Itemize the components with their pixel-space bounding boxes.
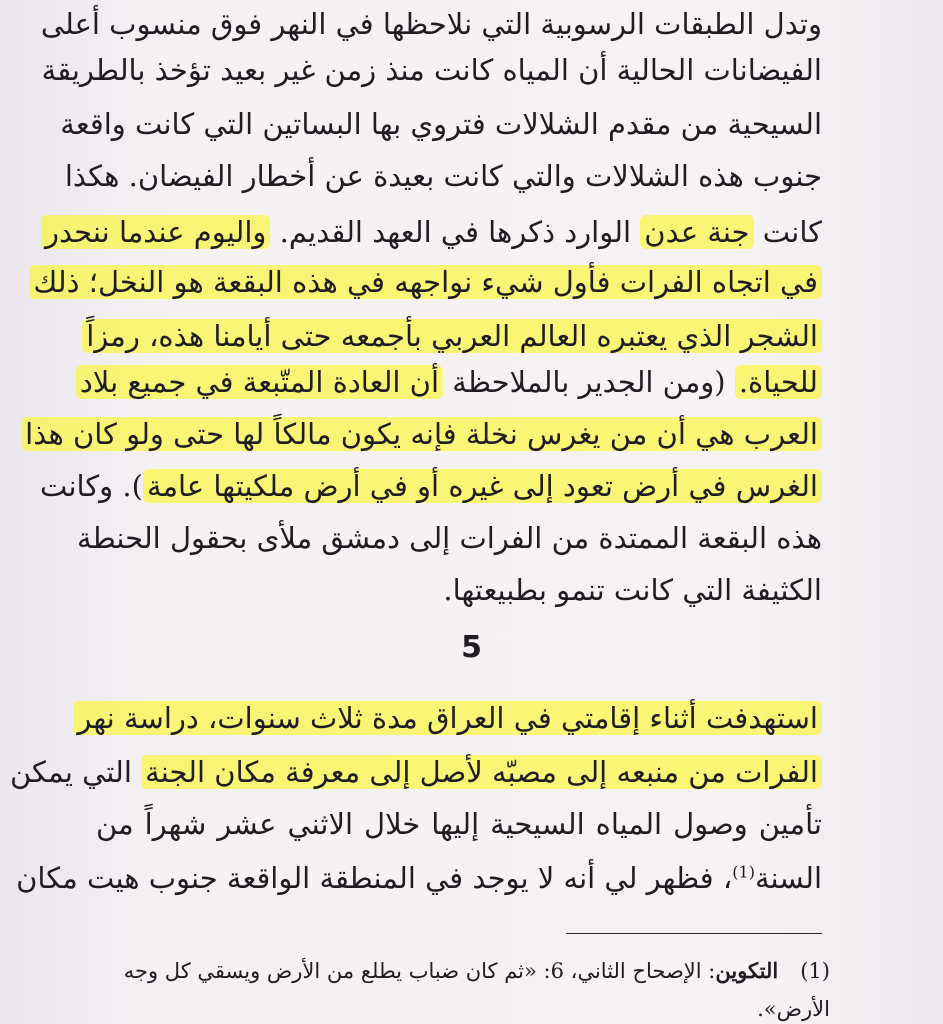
footnote-divider	[566, 933, 822, 934]
footnote-text: : الإصحاح الثاني، 6: «ثم كان ضباب يطلع من الأرض ويسقي كل وجه	[123, 959, 716, 983]
footnote-reference[interactable]: (1)	[732, 862, 755, 882]
highlighted-phrase: في اتجاه الفرات فأول شيء نواجهه في هذه البقعة هو النخل؛ ذلك	[29, 265, 822, 299]
section-number: 5	[461, 630, 482, 665]
highlighted-phrase: الشجر الذي يعتبره العالم العربي بأجمعه حتى أيامنا هذه، رمزاً	[82, 319, 822, 353]
text-line-3: السيحية من مقدم الشلالات فتروي بها البساتين التي كانت واقعة	[60, 107, 822, 141]
text-segment: كانت	[753, 215, 822, 249]
highlighted-phrase: الفرات من منبعه إلى مصبّه لأصل إلى معرفة مكان الجنة	[141, 755, 822, 789]
highlighted-phrase: أن العادة المتّبعة في جميع بلاد	[76, 365, 443, 399]
text-line-15: تأمين وصول المياه السيحية إليها خلال الاثني عشر شهراً من	[96, 807, 822, 841]
footnote-line-2: الأرض».	[757, 997, 830, 1021]
text-line-7	[86, 316, 822, 356]
highlighted-phrase: العرب هي أن من يغرس نخلة فإنه يكون مالكاً لها حتى ولو كان هذا	[21, 417, 822, 451]
highlighted-phrase: للحياة.	[735, 365, 822, 399]
text-line-2: الفيضانات الحالية أن المياه كانت منذ زمن غير بعيد تؤخذ بالطريقة	[41, 53, 822, 87]
footnote-term: التكوين	[715, 958, 779, 983]
footnote-line-1	[70, 956, 830, 986]
text-line-12: الكثيفة التي كانت تنمو بطبيعتها.	[443, 573, 822, 607]
text-segment: الوارد ذكرها في العهد القديم.	[270, 215, 641, 249]
text-line-13	[77, 698, 822, 738]
text-segment: السنة	[754, 861, 822, 895]
text-line-5	[44, 212, 822, 252]
text-segment: التي يمكن	[9, 755, 142, 789]
text-line-9	[25, 414, 822, 454]
highlighted-phrase: استهدفت أثناء إقامتي في العراق مدة ثلاث سنوات، دراسة نهر	[73, 701, 822, 735]
highlighted-phrase: واليوم عندما ننحدر	[41, 215, 270, 249]
highlighted-phrase: جنة عدن	[640, 215, 753, 249]
text-line-10	[39, 466, 822, 506]
text-line-1: وتدل الطبقات الرسوبية التي نلاحظها في النهر فوق منسوب أعلى	[40, 7, 822, 41]
text-line-14	[9, 752, 822, 792]
text-line-11: هذه البقعة الممتدة من الفرات إلى دمشق ملأى بحقول الحنطة	[77, 521, 822, 555]
highlighted-phrase: الغرس في أرض تعود إلى غيره أو في أرض ملكيتها عامة	[143, 469, 822, 503]
text-segment: (ومن الجدير بالملاحظة	[443, 365, 735, 399]
footnote-number: (1)	[800, 959, 830, 983]
text-line-6	[33, 262, 822, 302]
text-line-16	[16, 858, 822, 898]
text-line-4: جنوب هذه الشلالات والتي كانت بعيدة عن أخطار الفيضان. هكذا	[64, 159, 822, 193]
text-segment: ، فظهر لي أنه لا يوجد في المنطقة الواقعة جنوب هيت مكان	[16, 861, 733, 895]
text-segment: ). وكانت	[39, 469, 143, 503]
text-line-8	[79, 362, 822, 402]
